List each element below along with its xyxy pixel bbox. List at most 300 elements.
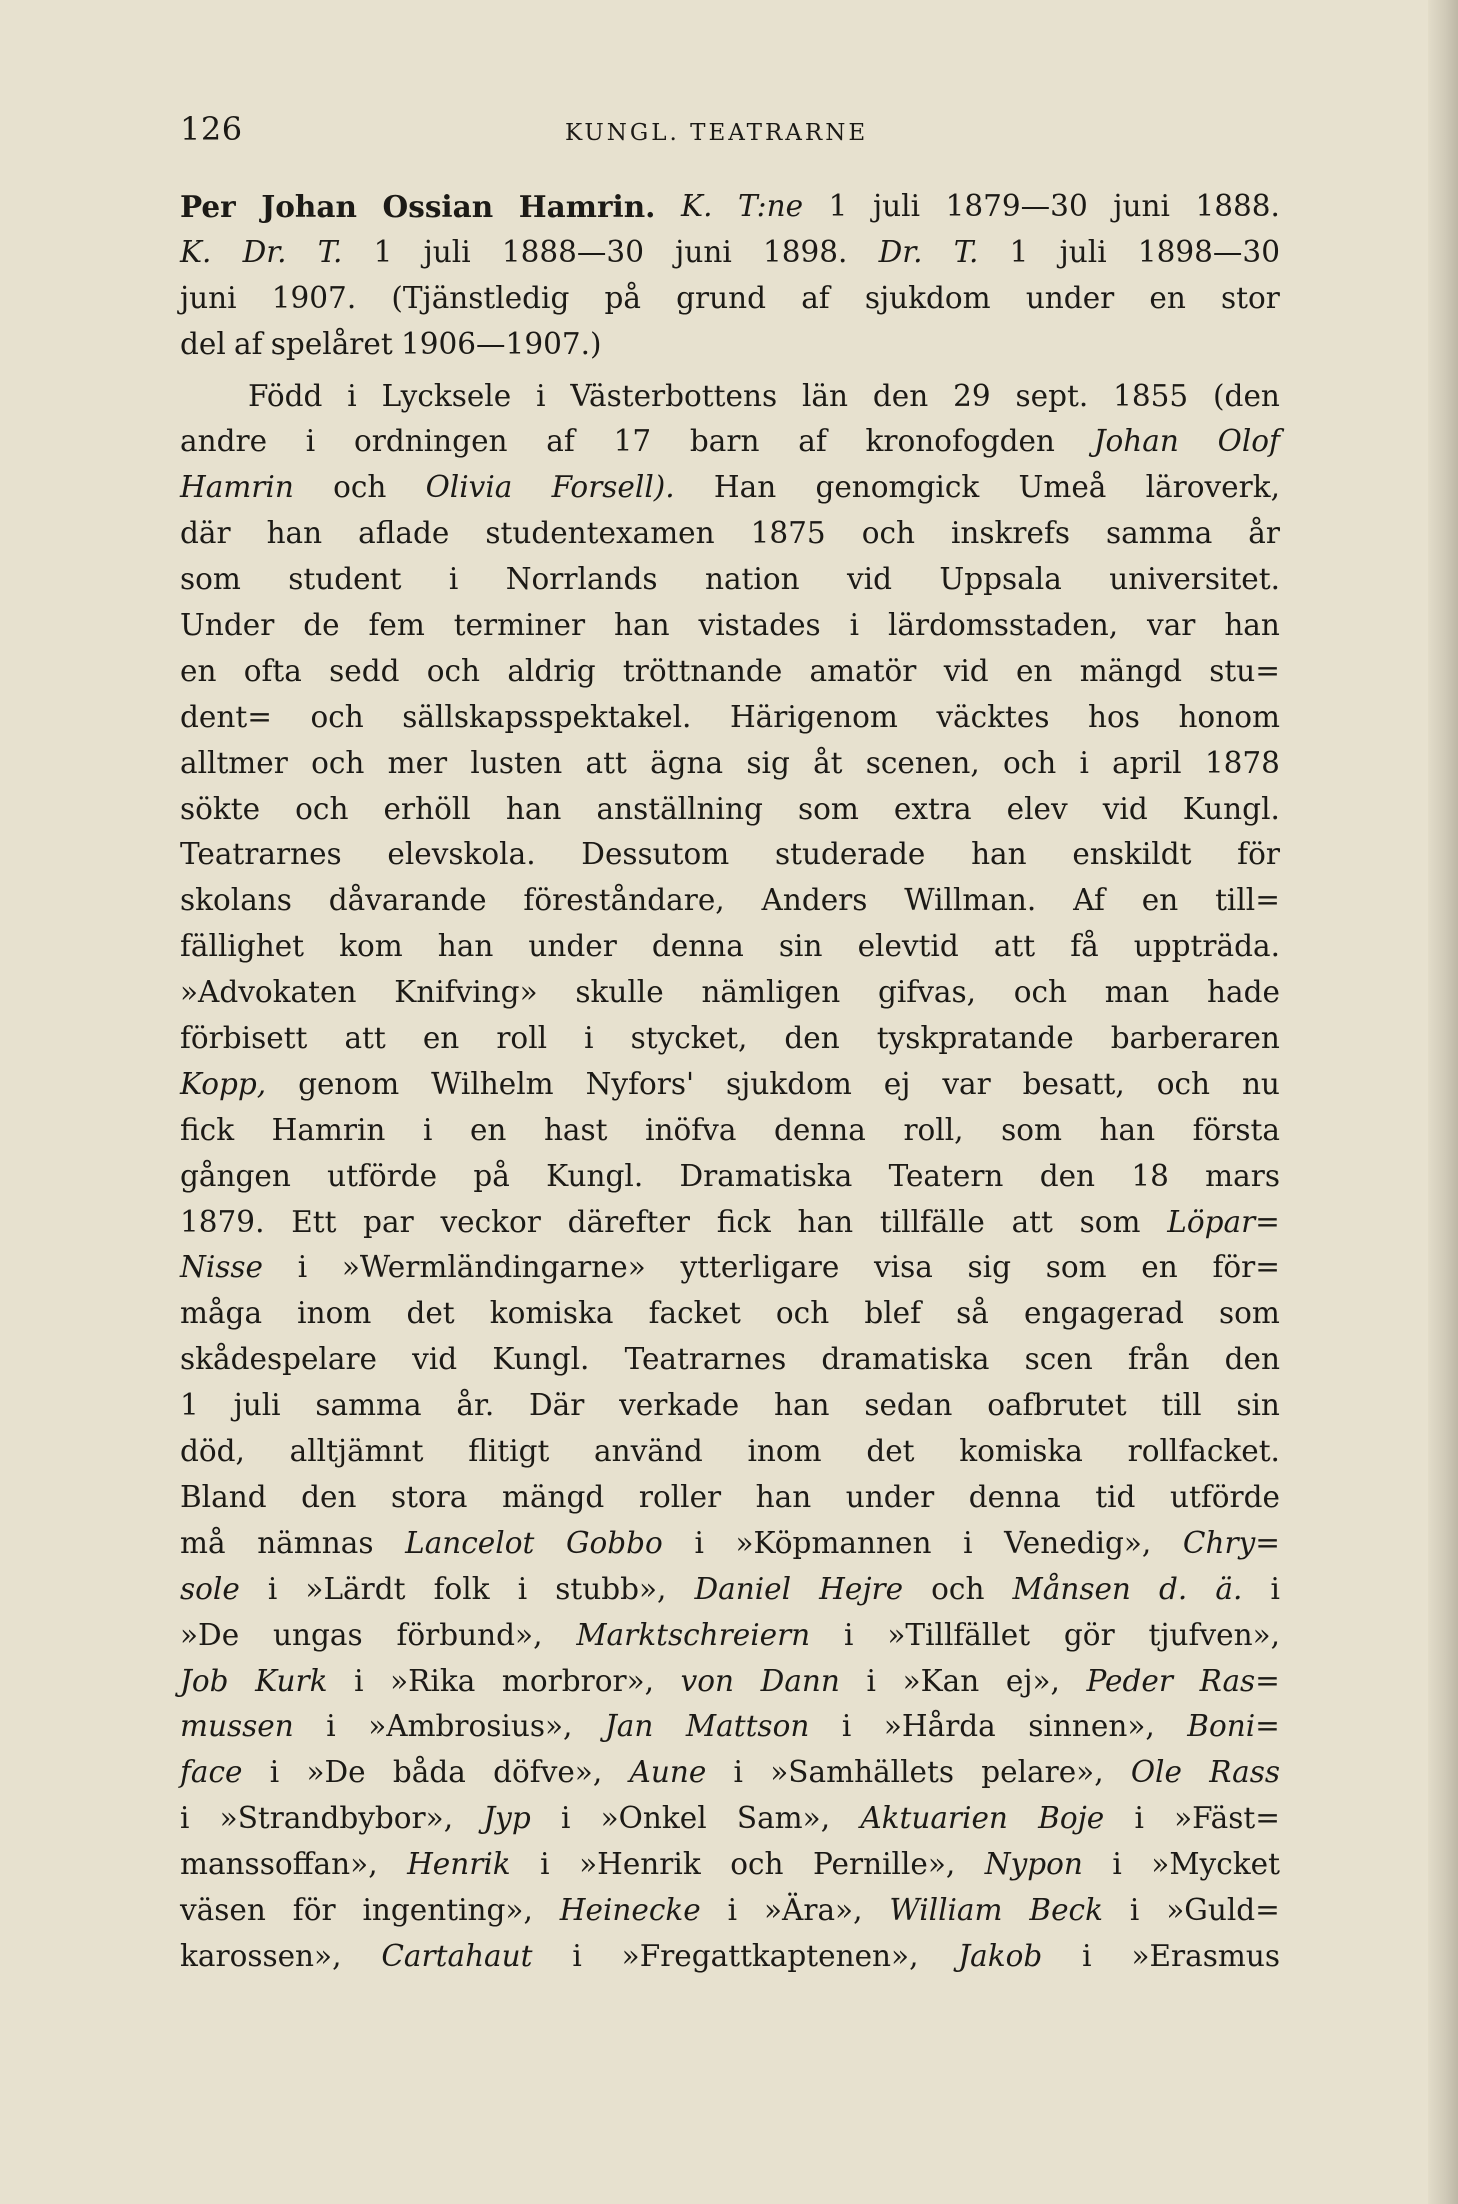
word: juli <box>873 189 921 223</box>
word: »Hårda <box>883 1709 996 1744</box>
word: i <box>347 378 357 413</box>
word: under <box>845 1479 935 1514</box>
word: fick <box>716 1204 771 1239</box>
word: juni <box>675 234 732 269</box>
word: Wilhelm <box>431 1066 554 1101</box>
word: i <box>517 1571 528 1606</box>
word: sinnen», <box>1028 1709 1155 1744</box>
word: ungas <box>273 1617 363 1652</box>
word: juli <box>233 1388 281 1423</box>
word: skulle <box>575 975 664 1010</box>
text-line <box>180 1154 1280 1200</box>
text-line <box>180 1567 1280 1613</box>
word: hade <box>1207 975 1280 1010</box>
word: Pernille», <box>813 1847 956 1882</box>
word: Under <box>180 608 275 643</box>
word: och <box>426 653 481 688</box>
word: Mattson <box>685 1709 810 1744</box>
word: i <box>180 1801 190 1836</box>
word: år. <box>456 1388 495 1423</box>
word: och <box>311 745 365 780</box>
word: »Ambrosius», <box>368 1709 573 1744</box>
word: i <box>1129 1892 1140 1927</box>
text-line <box>180 1016 1280 1062</box>
word: Norrlands <box>505 562 658 597</box>
word: Johan <box>261 189 357 224</box>
word: ägna <box>650 745 724 780</box>
word: komiska <box>489 1296 614 1331</box>
text-line <box>180 1383 1280 1429</box>
word: Lycksele <box>381 378 512 413</box>
word: »Mycket <box>1151 1847 1280 1882</box>
word: den <box>784 1021 840 1056</box>
word: Umeå <box>1018 470 1107 505</box>
word: face <box>180 1755 243 1790</box>
word: gifvas, <box>877 975 976 1010</box>
word: i <box>1112 1847 1122 1882</box>
word: till= <box>1215 883 1280 918</box>
word: uppträda. <box>1133 929 1280 964</box>
word: flitigt <box>468 1434 550 1469</box>
word: Cartahaut <box>381 1938 533 1973</box>
word: ej <box>883 1066 911 1101</box>
word: att <box>585 745 627 780</box>
word: vid <box>847 562 893 597</box>
word: erhöll <box>383 791 471 826</box>
word: Uppsala <box>939 562 1062 597</box>
word: och <box>1002 745 1057 780</box>
text-line <box>180 374 1280 420</box>
text-line <box>180 1659 1280 1705</box>
text-line <box>180 1750 1280 1796</box>
word: »Lärdt <box>305 1571 406 1606</box>
word: Kurk <box>255 1663 328 1698</box>
word: amatör <box>809 653 917 688</box>
word: sjukdom <box>864 280 991 315</box>
word: elevskola. <box>387 837 536 872</box>
word: under <box>1025 280 1115 315</box>
word: i <box>849 608 860 643</box>
word: den <box>1039 1158 1096 1193</box>
word: Kungl. <box>1182 791 1280 826</box>
word: en <box>469 1112 507 1147</box>
word: Dramatiska <box>679 1158 853 1193</box>
word: ytterligare <box>680 1250 840 1285</box>
word: föreståndare, <box>523 883 725 918</box>
word: som <box>1001 1112 1062 1147</box>
word: nämligen <box>701 975 841 1010</box>
word: Gobbo <box>565 1525 663 1560</box>
word: stora <box>391 1479 468 1514</box>
text-line <box>180 419 1280 465</box>
word: i <box>269 1755 280 1790</box>
text-line <box>180 832 1280 878</box>
word: och <box>310 699 364 734</box>
word: vid <box>412 1342 458 1377</box>
word: denna <box>968 1479 1061 1514</box>
word: mängd <box>1079 653 1183 688</box>
word: karossen», <box>180 1938 342 1973</box>
word: scenen, <box>865 745 980 780</box>
word: i <box>844 1617 854 1652</box>
word: en <box>1149 280 1186 315</box>
word: »Köpmannen <box>735 1525 932 1560</box>
word: lusten <box>470 745 563 780</box>
word: 1888—30 <box>501 234 644 269</box>
word: i <box>572 1938 582 1973</box>
word: där <box>180 516 231 551</box>
word: »Rika <box>390 1663 476 1698</box>
word: elevtid <box>857 929 959 964</box>
word: tröttnande <box>622 653 783 688</box>
word: att <box>344 1021 386 1056</box>
text-line <box>180 511 1280 557</box>
word: förbisett <box>180 1021 308 1056</box>
word: nämnas <box>257 1525 374 1560</box>
word: 29 <box>953 378 991 413</box>
word: i <box>1082 1938 1092 1973</box>
word: förbund», <box>396 1617 543 1652</box>
running-head: KUNGL. TEATRARNE <box>565 120 869 146</box>
word: och <box>1156 1066 1210 1101</box>
word: han <box>614 608 670 643</box>
word: tjufven», <box>1148 1617 1280 1652</box>
word: Forsell). <box>551 470 675 505</box>
word: »De <box>180 1617 240 1652</box>
word: inom <box>747 1434 822 1469</box>
word: aldrig <box>507 653 596 688</box>
word: på <box>473 1158 510 1193</box>
word: Kopp, <box>180 1066 267 1101</box>
word: län <box>801 378 848 413</box>
word: i <box>584 1021 594 1056</box>
word: af <box>801 280 830 315</box>
text-line <box>180 557 1280 603</box>
word: i <box>694 1525 704 1560</box>
word: i <box>326 1709 336 1744</box>
word: studerade <box>774 837 926 872</box>
word: elev <box>1006 791 1068 826</box>
word: lärdomsstaden, <box>887 608 1119 643</box>
word: i <box>267 1571 278 1606</box>
word: han <box>1099 1112 1156 1147</box>
word: Rass <box>1209 1755 1280 1790</box>
word: i <box>297 1250 308 1285</box>
word: Daniel <box>694 1571 792 1606</box>
word: 1 <box>828 189 848 223</box>
word: K. <box>681 189 713 223</box>
word: Dr. <box>878 234 923 269</box>
word: gången <box>180 1158 291 1193</box>
text-line <box>180 603 1280 649</box>
word: Olivia <box>425 470 513 505</box>
word: år <box>1248 516 1280 551</box>
word: verkade <box>619 1388 740 1423</box>
word: sig <box>967 1250 1011 1285</box>
word: 1888. <box>1195 189 1280 223</box>
word: 1855 <box>1113 378 1189 413</box>
word: inom <box>297 1296 372 1331</box>
word: som <box>1079 1204 1141 1239</box>
word: den <box>1224 1342 1280 1377</box>
word: vid <box>943 653 989 688</box>
word: de <box>303 608 340 643</box>
word: Nisse <box>180 1250 263 1285</box>
word: roll, <box>903 1112 964 1147</box>
word: Sam», <box>736 1801 831 1836</box>
word: Johan <box>1093 424 1179 459</box>
word: må <box>180 1525 226 1560</box>
word: juli <box>423 234 471 269</box>
word: genom <box>298 1066 400 1101</box>
word: och <box>333 470 387 505</box>
word: Job <box>180 1663 229 1698</box>
word: T:ne <box>738 189 804 223</box>
word: i <box>866 1663 876 1698</box>
word: von <box>680 1663 735 1698</box>
word: i <box>963 1525 973 1560</box>
text-line <box>180 276 1280 322</box>
word: dåvarande <box>328 883 487 918</box>
text-line <box>180 1842 1280 1888</box>
word: sökte <box>180 791 261 826</box>
word: sin <box>778 929 823 964</box>
word: få <box>1070 929 1099 964</box>
word: alltjämnt <box>289 1434 424 1469</box>
text-line <box>180 924 1280 970</box>
word: döfve», <box>493 1755 603 1790</box>
word: dramatiska <box>821 1342 990 1377</box>
word: studentexamen <box>485 516 715 551</box>
word: mer <box>387 745 448 780</box>
word: »Samhällets <box>770 1755 954 1790</box>
text-line <box>180 1521 1280 1567</box>
word: inskrefs <box>950 516 1071 551</box>
word: sällskapsspektakel. <box>402 699 692 734</box>
word: spelåret <box>270 326 393 361</box>
text-line <box>180 970 1280 1016</box>
word: »Wermländingarne» <box>341 1250 646 1285</box>
word: Jakob <box>958 1938 1043 1973</box>
word: genomgick <box>815 470 980 505</box>
word: aflade <box>358 516 450 551</box>
word: tid <box>1095 1479 1136 1514</box>
word: alltmer <box>180 745 288 780</box>
text-line <box>180 1108 1280 1154</box>
word: fick <box>180 1112 235 1147</box>
word: af <box>798 424 827 459</box>
word: Han <box>713 470 777 505</box>
word: Boje <box>1038 1801 1105 1836</box>
word: Teatern <box>888 1158 1004 1193</box>
word: veckor <box>440 1204 541 1239</box>
word: stycket, <box>630 1021 748 1056</box>
word: i <box>560 1801 571 1836</box>
text-line <box>180 1245 1280 1291</box>
word: student <box>288 562 402 597</box>
word: måga <box>180 1296 263 1331</box>
word: denna <box>651 929 744 964</box>
word: så <box>956 1296 989 1331</box>
word: 1878 <box>1204 745 1280 780</box>
word: skådespelare <box>180 1342 378 1377</box>
word: var <box>942 1066 991 1101</box>
word: Ras= <box>1199 1663 1280 1698</box>
word: juni <box>1113 189 1170 223</box>
word: folk <box>433 1571 490 1606</box>
word: »Tillfället <box>887 1617 1031 1652</box>
word: Per <box>180 189 236 224</box>
word: sedd <box>329 653 400 688</box>
word: han <box>1224 608 1280 643</box>
text-line <box>180 1200 1280 1246</box>
word: mussen <box>180 1709 294 1744</box>
word: Ossian <box>382 189 494 224</box>
word: 1 <box>1009 234 1029 269</box>
word: Dessutom <box>581 837 730 872</box>
word: första <box>1192 1112 1280 1147</box>
word: juli <box>1059 234 1107 269</box>
word: under <box>528 929 617 964</box>
word: »Erasmus <box>1131 1938 1280 1973</box>
text-line <box>180 1796 1280 1842</box>
word: ordningen <box>354 424 508 459</box>
word: båda <box>392 1755 466 1790</box>
word: denna <box>773 1112 866 1147</box>
word: Nypon <box>984 1847 1083 1882</box>
word: »De <box>306 1755 366 1790</box>
word: använd <box>594 1434 703 1469</box>
word: i <box>733 1755 743 1790</box>
word: Anders <box>761 883 868 918</box>
word: ingenting», <box>362 1892 533 1927</box>
word: Dr. <box>242 234 287 269</box>
word: en <box>1015 653 1053 688</box>
word: Aune <box>629 1755 707 1790</box>
word: en <box>180 653 217 688</box>
word: Dann <box>760 1663 840 1698</box>
word: väcktes <box>936 699 1050 734</box>
word: »Fregattkaptenen», <box>621 1938 919 1973</box>
word: i <box>540 1847 550 1882</box>
text-line <box>180 1888 1280 1934</box>
word: han <box>797 1204 854 1239</box>
word: död, <box>180 1434 245 1469</box>
word: från <box>1127 1342 1190 1377</box>
word: Kungl. <box>492 1342 590 1377</box>
word: i <box>1134 1801 1144 1836</box>
word: Ett <box>291 1204 337 1239</box>
word: Hamrin <box>180 470 294 505</box>
word: och <box>931 1571 985 1606</box>
word: T. <box>317 234 343 269</box>
word: en <box>422 1021 460 1056</box>
word: vistades <box>698 608 821 643</box>
word: för <box>292 1892 336 1927</box>
text-line <box>180 322 1280 368</box>
word: för= <box>1212 1250 1280 1285</box>
word: utförde <box>327 1158 438 1193</box>
text-line <box>180 1062 1280 1108</box>
word: visa <box>874 1250 933 1285</box>
word: i <box>536 378 546 413</box>
word: Hamrin. <box>518 189 656 224</box>
word: Boni= <box>1187 1709 1280 1744</box>
word: morbror», <box>501 1663 655 1698</box>
word: universitet. <box>1109 562 1280 597</box>
word: juni <box>180 280 237 315</box>
word: i <box>1270 1571 1280 1606</box>
word: sin <box>1236 1388 1280 1423</box>
text-line <box>180 1613 1280 1659</box>
word: roll <box>496 1021 548 1056</box>
word: anställning <box>596 791 763 826</box>
word: af <box>234 326 263 361</box>
text-line <box>180 465 1280 511</box>
text-line <box>180 1475 1280 1521</box>
word: d. <box>1159 1571 1188 1606</box>
word: tillfälle <box>879 1204 985 1239</box>
word: nation <box>704 562 800 597</box>
word: dent= <box>180 699 272 734</box>
word: William <box>889 1892 1003 1927</box>
word: Lancelot <box>405 1525 535 1560</box>
word: (Tjänstledig <box>391 280 570 315</box>
word: ä. <box>1215 1571 1243 1606</box>
text-line <box>180 787 1280 833</box>
word: den <box>301 1479 357 1514</box>
word: att <box>1011 1204 1053 1239</box>
word: Peder <box>1086 1663 1173 1698</box>
word: 1898—30 <box>1137 234 1280 269</box>
word: Chry= <box>1182 1525 1280 1560</box>
word: engagerad <box>1024 1296 1184 1331</box>
word: i <box>422 1112 433 1147</box>
word: i <box>841 1709 852 1744</box>
word: »Henrik <box>579 1847 701 1882</box>
word: 1879—30 <box>945 189 1088 223</box>
word: sole <box>180 1571 240 1606</box>
word: Ole <box>1130 1755 1182 1790</box>
word: Född <box>248 378 323 413</box>
word: Nyfors' <box>585 1066 695 1101</box>
word: Jyp <box>483 1801 531 1836</box>
word: och <box>775 1296 830 1331</box>
word: stu= <box>1209 653 1280 688</box>
text-line <box>180 878 1280 924</box>
word: andre <box>180 424 268 459</box>
word: 18 <box>1131 1158 1169 1193</box>
word: oafbrutet <box>987 1388 1127 1423</box>
word: Löpar= <box>1167 1204 1280 1239</box>
word: väsen <box>180 1892 266 1927</box>
word: Teatrarnes <box>624 1342 787 1377</box>
word: stor <box>1221 280 1280 315</box>
word: ej», <box>1005 1663 1060 1698</box>
word: 1 <box>373 234 393 269</box>
word: af <box>546 424 575 459</box>
text-line <box>180 649 1280 695</box>
word: därefter <box>567 1204 690 1239</box>
text-line <box>180 184 1280 230</box>
word: 1879. <box>180 1204 265 1239</box>
word: facket <box>648 1296 741 1331</box>
word: hast <box>543 1112 608 1147</box>
word: i <box>1079 745 1089 780</box>
word: scen <box>1024 1342 1093 1377</box>
word: han <box>505 791 562 826</box>
word: han <box>755 1479 812 1514</box>
